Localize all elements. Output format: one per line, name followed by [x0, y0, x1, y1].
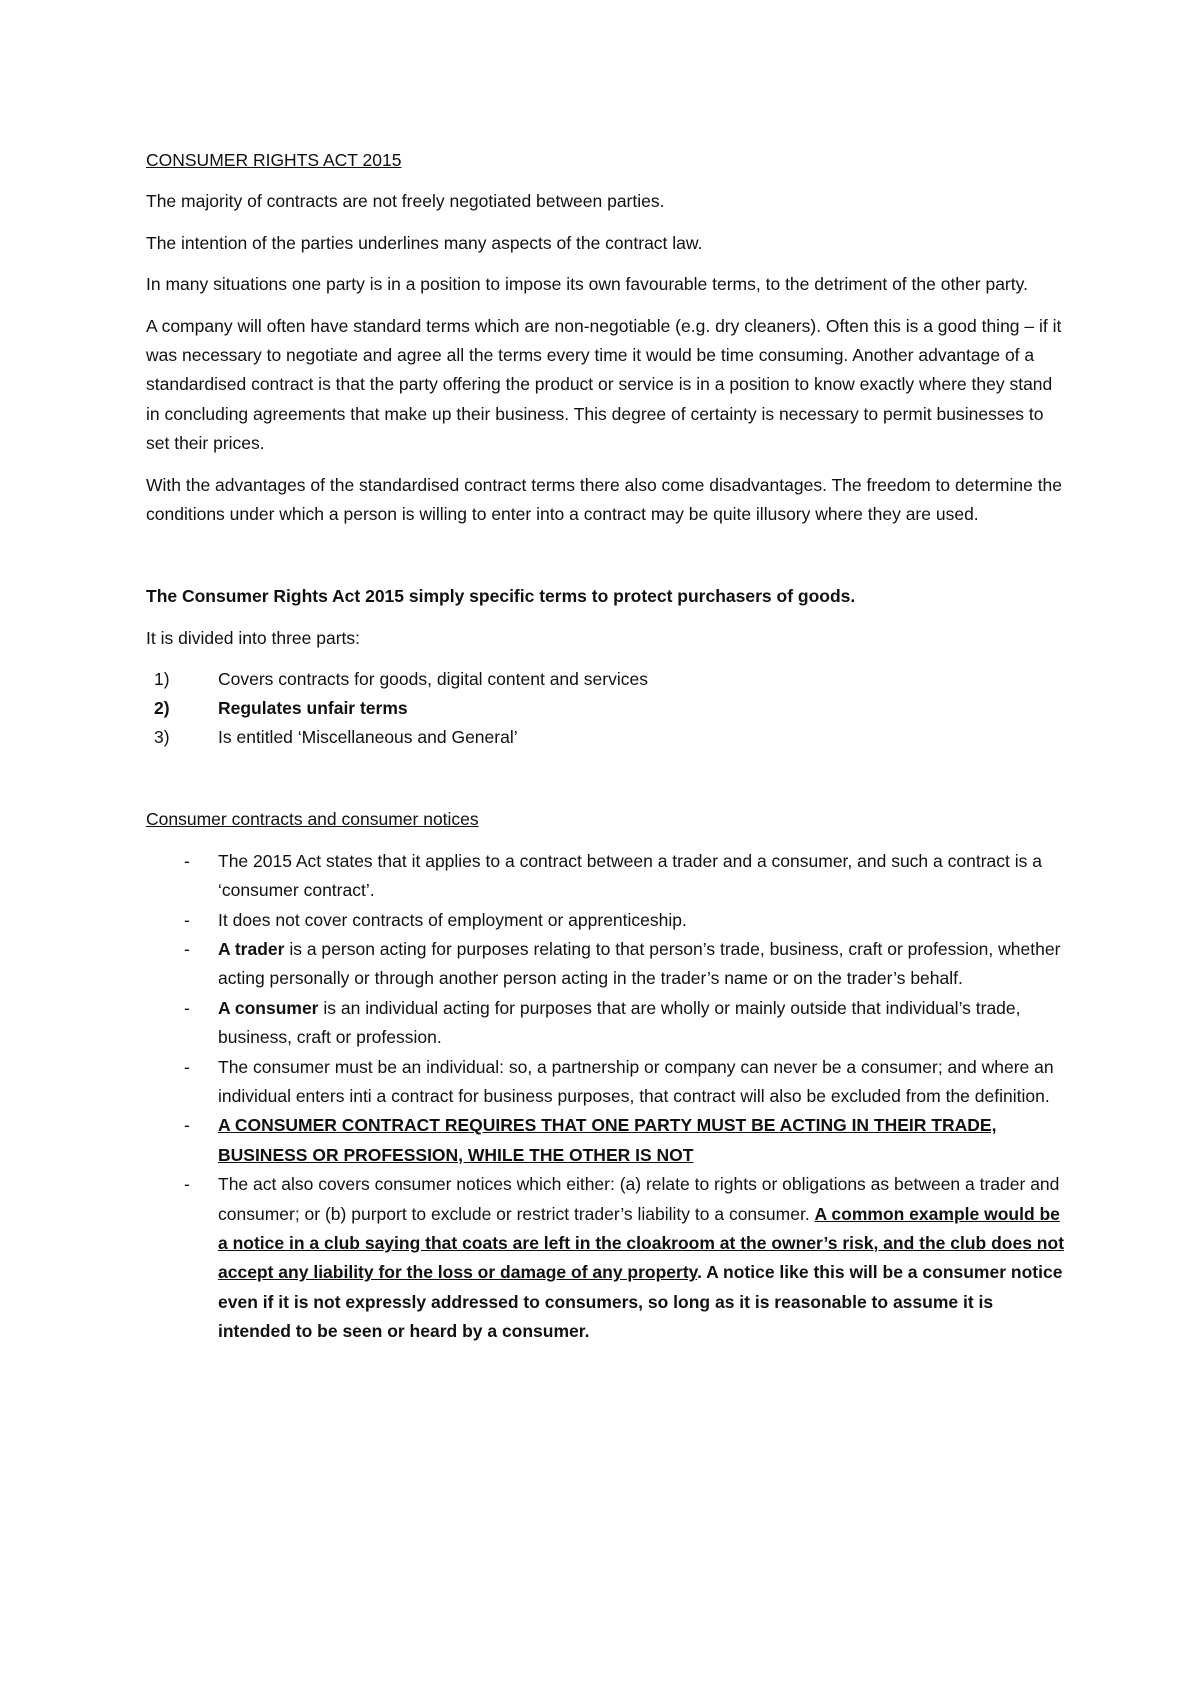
list-item	[146, 723, 1066, 752]
list-item	[146, 665, 1066, 694]
dash-marker: -	[184, 850, 190, 871]
act-heading: The Consumer Rights Act 2015 simply specific terms to protect purchasers of goods.	[146, 586, 856, 607]
dash-marker: -	[184, 1174, 190, 1195]
list-item	[146, 694, 1066, 723]
defined-term: A consumer	[218, 997, 319, 1018]
bullet-text: is a person acting for purposes relating to that person’s trade, business, craft or profession, whether acting personally or through another person acting in the trader’s name or on the trader’s behalf.	[218, 938, 1061, 989]
example-text: A common example would be a notice in a club saying that coats are left in the cloakroom at the owner’s risk, and the club does not accept any liability for the loss or damage of any property	[218, 1203, 1065, 1283]
parts-list	[146, 665, 1066, 752]
list-item	[146, 847, 1066, 906]
section-heading: Consumer contracts and consumer notices	[146, 809, 479, 830]
document-title: CONSUMER RIGHTS ACT 2015	[146, 150, 402, 170]
document-page	[146, 146, 1066, 1347]
bullet-text: It does not cover contracts of employment or apprenticeship.	[218, 909, 687, 930]
list-number: 2)	[154, 698, 170, 719]
list-item	[146, 1170, 1066, 1346]
dash-marker: -	[184, 1115, 190, 1136]
emphasis-text: A CONSUMER CONTRACT REQUIRES THAT ONE PARTY MUST BE ACTING IN THEIR TRADE, BUSINESS OR PROFESSION, WHILE THE OTHER IS NOT	[218, 1115, 997, 1165]
dash-marker: -	[184, 909, 190, 930]
dash-marker: -	[184, 938, 190, 959]
bullet-text: The 2015 Act states that it applies to a contract between a trader and a consumer, and such a contract is a ‘consumer contract’.	[218, 850, 1042, 901]
dash-marker: -	[184, 1056, 190, 1077]
list-item	[146, 1053, 1066, 1112]
intro-paragraph-2: The intention of the parties underlines many aspects of the contract law.	[146, 232, 703, 253]
list-item	[146, 935, 1066, 994]
list-item-text: Is entitled ‘Miscellaneous and General’	[218, 727, 518, 748]
list-item	[146, 1111, 1066, 1170]
bullet-text: The act also covers consumer notices which either: (a) relate to rights or obligations as between a trader and consumer; or (b) purport to exclude or restrict trader’s liability to a consumer.	[218, 1174, 1060, 1224]
spacer	[146, 541, 1066, 582]
intro-paragraph-5: With the advantages of the standardised contract terms there also come disadvantages. The freedom to determine the conditions under which a person is willing to enter into a contract may be quite illusory where they are used.	[146, 474, 1063, 525]
spacer	[146, 764, 1066, 805]
intro-paragraph-3: In many situations one party is in a position to impose its own favourable terms, to the detriment of the other party.	[146, 274, 1028, 295]
bullet-text: The consumer must be an individual: so, a partnership or company can never be a consumer; and where an individual enters inti a contract for business purposes, that contract will also be excluded from the definition.	[218, 1056, 1054, 1106]
list-item	[146, 906, 1066, 935]
list-item-text: Covers contracts for goods, digital content and services	[218, 669, 648, 690]
bullet-text: is an individual acting for purposes that are wholly or mainly outside that individual’s trade, business, craft or profession.	[218, 997, 1021, 1048]
list-item	[146, 994, 1066, 1053]
dash-marker: -	[184, 997, 190, 1018]
intro-paragraph-4: A company will often have standard terms which are non-negotiable (e.g. dry cleaners). Often this is a good thing – if it was necessary to negotiate and agree all the terms every time it would be time consuming. Another advantage of a standardised contract is that the party offering the product or service is in a position to know exactly where they stand in concluding agreements that make up their business. This degree of certainty is necessary to permit businesses to set their prices.	[146, 315, 1062, 454]
bullet-list	[146, 847, 1066, 1347]
list-item-text: Regulates unfair terms	[218, 698, 408, 719]
parts-intro: It is divided into three parts:	[146, 627, 360, 648]
intro-paragraph-1: The majority of contracts are not freely negotiated between parties.	[146, 191, 665, 212]
defined-term: A trader	[218, 938, 285, 959]
list-number: 3)	[154, 727, 170, 748]
bullet-text-bold: . A notice like this will be a consumer notice even if it is not expressly addressed to consumers, so long as it is reasonable to assume it is intended to be seen or heard by a consumer.	[218, 1262, 1063, 1342]
list-number: 1)	[154, 669, 170, 690]
